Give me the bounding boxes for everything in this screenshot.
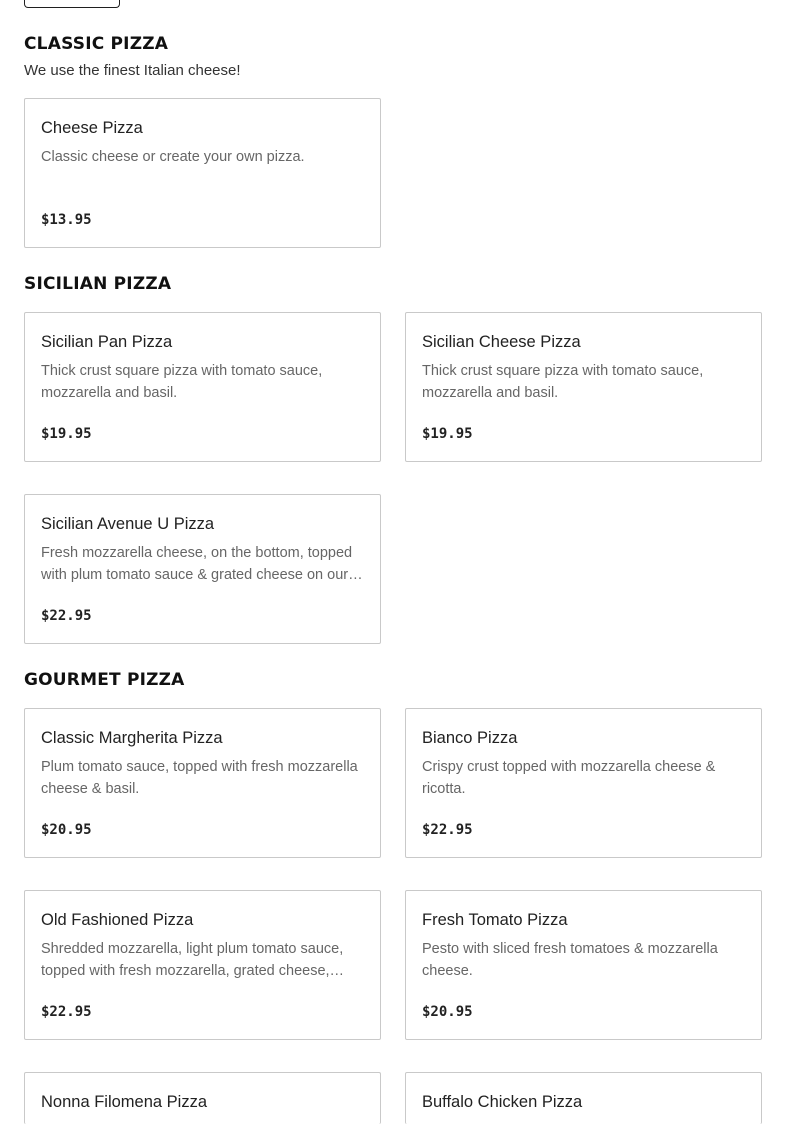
category-tab[interactable] bbox=[24, 0, 120, 8]
menu-item-card[interactable] bbox=[405, 890, 762, 1040]
section-title: SICILIAN PIZZA bbox=[24, 274, 172, 294]
menu-item-description: Thick crust square pizza with tomato sauce, mozzarella and basil. bbox=[422, 363, 704, 401]
menu-item-name: Nonna Filomena Pizza bbox=[41, 1093, 207, 1111]
menu-item-description: Classic cheese or create your own pizza. bbox=[41, 149, 305, 165]
section-classic-pizza bbox=[24, 33, 761, 81]
menu-item-description: Thick crust square pizza with tomato sauce, mozzarella and basil. bbox=[41, 363, 323, 401]
section-gourmet-pizza bbox=[24, 669, 761, 691]
section-title: GOURMET PIZZA bbox=[24, 670, 185, 690]
menu-item-price: $20.95 bbox=[422, 1004, 473, 1020]
menu-item-price: $22.95 bbox=[422, 822, 473, 838]
menu-item-card[interactable] bbox=[24, 708, 381, 858]
menu-item-description: Shredded mozzarella, light plum tomato sauce, topped with fresh mozzarella, grated cheese,… bbox=[41, 941, 345, 979]
menu-item-card[interactable] bbox=[24, 312, 381, 462]
section-description: We use the finest Italian cheese! bbox=[24, 62, 241, 79]
menu-item-name: Fresh Tomato Pizza bbox=[422, 911, 568, 929]
menu-item-name: Buffalo Chicken Pizza bbox=[422, 1093, 583, 1111]
menu-item-name: Sicilian Pan Pizza bbox=[41, 333, 173, 351]
menu-item-price: $22.95 bbox=[41, 1004, 92, 1020]
menu-item-price: $13.95 bbox=[41, 212, 92, 228]
menu-item-card[interactable] bbox=[24, 494, 381, 644]
menu-item-card[interactable] bbox=[405, 708, 762, 858]
menu-item-name: Sicilian Cheese Pizza bbox=[422, 333, 581, 351]
menu-item-price: $19.95 bbox=[422, 426, 473, 442]
menu-item-name: Bianco Pizza bbox=[422, 729, 518, 747]
menu-item-card[interactable] bbox=[24, 1072, 381, 1124]
menu-item-card[interactable] bbox=[405, 312, 762, 462]
menu-item-card[interactable] bbox=[24, 890, 381, 1040]
menu-item-name: Classic Margherita Pizza bbox=[41, 729, 223, 747]
menu-item-description: Pesto with sliced fresh tomatoes & mozzarella cheese. bbox=[422, 941, 718, 979]
menu-item-name: Sicilian Avenue U Pizza bbox=[41, 515, 215, 533]
menu-item-description: Crispy crust topped with mozzarella cheese & ricotta. bbox=[422, 759, 716, 797]
menu-item-price: $22.95 bbox=[41, 608, 92, 624]
menu-item-price: $20.95 bbox=[41, 822, 92, 838]
section-sicilian-pizza bbox=[24, 273, 761, 295]
menu-item-card[interactable] bbox=[24, 98, 381, 248]
menu-item-description: Plum tomato sauce, topped with fresh mozzarella cheese & basil. bbox=[41, 759, 358, 797]
menu-item-name: Old Fashioned Pizza bbox=[41, 911, 194, 929]
menu-item-description: Fresh mozzarella cheese, on the bottom, topped with plum tomato sauce & grated cheese on our… bbox=[41, 545, 363, 583]
section-title: CLASSIC PIZZA bbox=[24, 34, 169, 54]
menu-item-name: Cheese Pizza bbox=[41, 119, 143, 137]
menu-item-card[interactable] bbox=[405, 1072, 762, 1124]
menu-item-price: $19.95 bbox=[41, 426, 92, 442]
